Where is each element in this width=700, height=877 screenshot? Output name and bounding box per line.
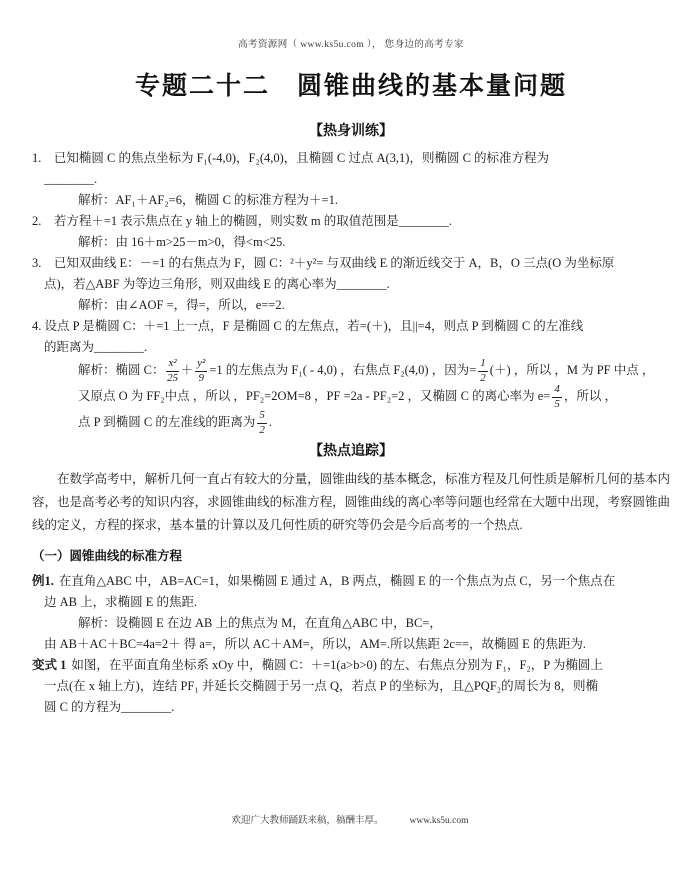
problem-2-text: 2. 若方程＋=1 表示焦点在 y 轴上的椭圆，则实数 m 的取值范围是________. [32,214,452,228]
variation-1-text [32,655,670,676]
problem-4-text-continued: 的距离为________. [44,340,148,354]
variation-1-answer-blank: 圆 C 的方程为________. [44,700,175,715]
example-1-solution-line-1: 解析：设椭圆 E 在边 AB 上的焦点为 M，在直角△ABC 中，BC=， [78,616,442,631]
problem-4-solution-line-1 [32,358,670,384]
example-1-line-1: 在直角△ABC 中，AB=AC=1，如果椭圆 E 通过 A，B 两点，椭圆 E 的一个焦点为点 C，另一个焦点在 [58,574,616,589]
fraction-y2-over-9 [195,358,207,384]
fraction-denominator: 5 [554,397,560,410]
problem-3-solution: 解析：由∠AOF =，得=，所以，e==2. [78,298,285,312]
fraction-x2-over-25 [166,358,178,384]
example-1-text-continued: 边 AB 上，求椭圆 E 的焦距. [44,595,198,610]
problem-1-text: 1. 已知椭圆 C 的焦点坐标为 F₁(-4,0)，F₂(4,0)，且椭圆 C 过点 A(3,1)，则椭圆 C 的标准方程为 [32,151,550,165]
fraction-denominator: 2 [259,423,265,436]
solution-text: 又原点 O 为 FF₂中点 ，所以 ，PF₂=2OM=8 ，PF =2a - PF₂=2 ，又椭圆 C 的离心率为 e= [78,389,551,404]
footer-url: www.ks5u.com [409,816,469,826]
solution-text: . [268,415,272,430]
fraction-5-over-2 [257,410,267,436]
solution-text: 解析：椭圆 C： [78,362,165,377]
fraction-numerator: 4 [552,384,562,398]
solution-text: ，所以 ， [563,389,617,404]
fraction-1-over-2 [478,358,488,384]
problem-4-text: 4. 设点 P 是椭圆 C：＋=1 上一点，F 是椭圆 C 的左焦点，若=(＋)，且||=4，则点 P 到椭圆 C 的左准线 [32,319,584,333]
example-1-solution-line-2: 由 AB＋AC＋BC=4a=2＋ 得 a=，所以 AC＋AM=，所以，AM=.所以焦距 2c==，故椭圆 E 的焦距为. [44,637,587,652]
subsection-1-heading: （一）圆锥曲线的标准方程 [32,549,183,564]
problem-3-text: 3. 已知双曲线 E：－=1 的右焦点为 F，圆 C：²＋y²= 与双曲线 E 的渐近线交于 A，B，O 三点(O 为坐标原 [32,256,615,270]
variation-1-label: 变式 1 [32,658,67,673]
solution-text: (＋) ，所以 ，M 为 PF 中点 ， [489,362,655,377]
fraction-numerator: 5 [257,410,267,424]
solution-text: 点 P 到椭圆 C 的左准线的距离为 [78,415,256,430]
problem-1-solution: 解析：AF₁＋AF₂=6，椭圆 C 的标准方程为＋=1. [78,193,338,207]
fraction-denominator: 25 [167,371,179,384]
problem-1-answer-blank: ________. [44,172,98,186]
solution-text: =1 的左焦点为 F₁( - 4,0) ，右焦点 F₂(4,0) ，因为= [209,362,477,377]
fraction-4-over-5 [552,384,562,410]
hotspot-paragraph: 在数学高考中，解析几何一直占有较大的分量，圆锥曲线的基本概念，标准方程及几何性质是解析几何的基本内容，也是高考必考的知识内容，求圆锥曲线的标准方程，圆锥曲线的离心率等问题也经常在大题中出现，考察圆锥曲线的定义，方程的探求，基本量的计算以及几何性质的研究等仍会是今后高考的一个热点. [32,472,670,533]
problem-3-text-continued: 点)，若△ABF 为等边三角形，则双曲线 E 的离心率为________. [44,277,390,291]
variation-1-text-continued: 一点(在 x 轴上方)，连结 PF₁ 并延长交椭圆于另一点 Q，若点 P 的坐标为，且△PQF₂的周长为 8，则椭 [44,679,599,694]
hotspot-heading: 【热点追踪】 [309,444,393,460]
problem-4-solution-line-3 [32,410,670,436]
warmup-heading: 【热身训练】 [309,124,393,139]
page-header: 高考资源网（ www.ks5u.com ）， 您身边的高考专家 [238,40,464,50]
page-title: 专题二十二 圆锥曲线的基本量问题 [134,73,567,100]
example-1-label: 例1. [32,574,54,589]
fraction-numerator: y² [195,358,207,372]
fraction-numerator: x² [166,358,178,372]
fraction-denominator: 2 [480,371,486,384]
variation-1-line-1: 如图，在平面直角坐标系 xOy 中，椭圆 C：＋=1(a>b>0) 的左、右焦点分别为 F₁，F₂，P 为椭圆上 [71,658,603,673]
solution-text: ＋ [180,362,194,377]
fraction-numerator: 1 [478,358,488,372]
footer-text: 欢迎广大教师踊跃来稿，稿酬丰厚。 [231,816,384,826]
example-1-text [32,571,670,592]
fraction-denominator: 9 [198,371,205,384]
problem-2-solution: 解析：由 16＋m>25－m>0，得<m<25. [78,235,286,249]
page-footer [0,812,700,826]
problem-4-solution-line-2 [32,384,670,410]
